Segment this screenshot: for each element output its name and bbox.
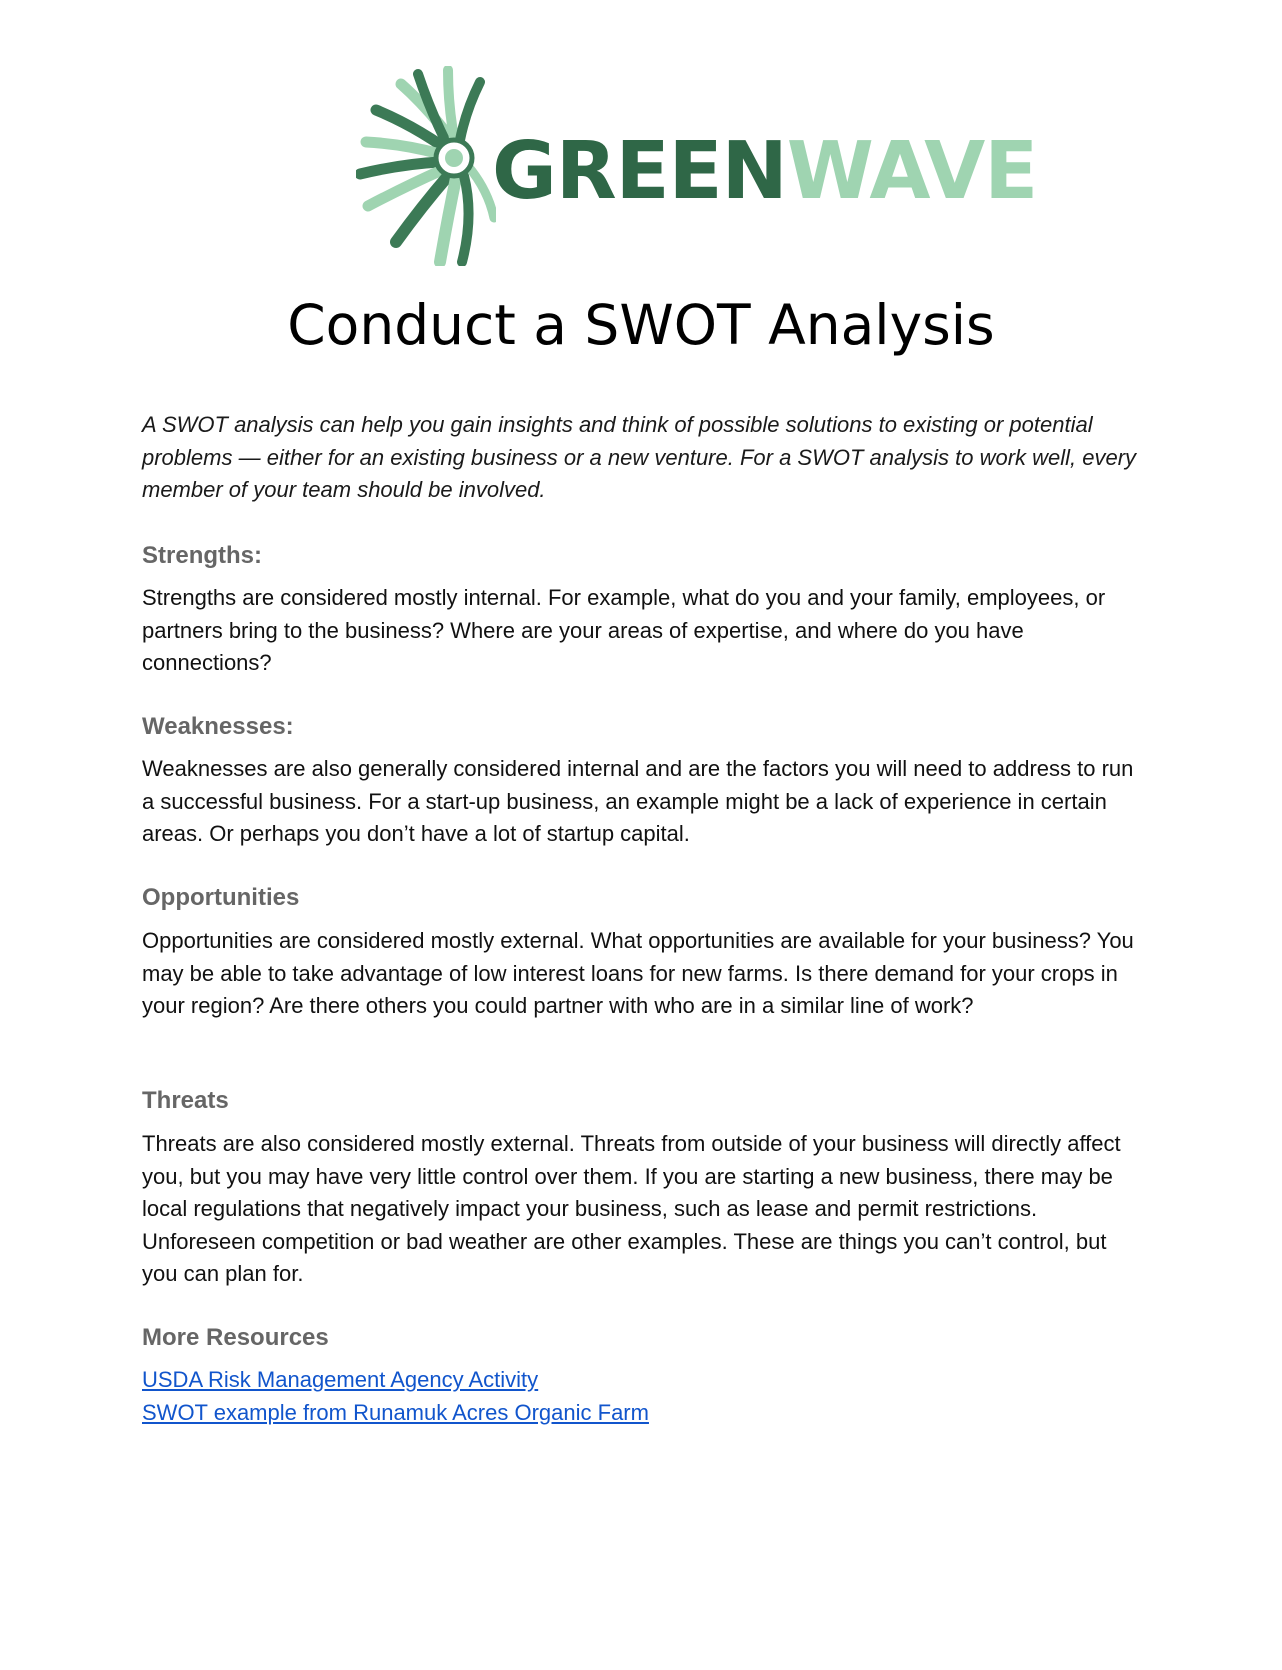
weaknesses-paragraph: Weaknesses are also generally considered internal and are the factors you will need to address to run a successful business. For a start-up business, an example might be a lack of experience in certain areas. Or perhaps you don’t have a lot of startup capital. — [142, 756, 1134, 846]
threats-heading: Threats — [142, 1087, 229, 1114]
intro-paragraph: A SWOT analysis can help you gain insights and think of possible solutions to existing or potential problems — either for an existing business or a new venture. For a SWOT analysis to work well, every member of your team should be involved. — [142, 412, 1137, 502]
swot-example-link[interactable]: SWOT example from Runamuk Acres Organic Farm — [142, 1399, 649, 1425]
opportunities-paragraph: Opportunities are considered mostly external. What opportunities are available for your business? You may be able to take advantage of low interest loans for new farms. Is there demand for your crops in your region? Are there others you could partner with who are in a similar line of work? — [142, 928, 1134, 1018]
wordmark-wave: WAVE — [786, 125, 1038, 217]
usda-risk-management-link[interactable]: USDA Risk Management Agency Activity — [142, 1367, 539, 1392]
strengths-paragraph: Strengths are considered mostly internal. For example, what do you and your family, employees, or partners bring to the business? Where are your areas of expertise, and where do you have connections? — [142, 585, 1106, 675]
threats-paragraph: Threats are also considered mostly external. Threats from outside of your business will directly affect you, but you may have very little control over them. If you are starting a new business, there may be local regulations that negatively impact your business, such as lease and permit restrictions. Unforeseen competition or bad weather are other examples. These are things you can’t control, but you can plan for. — [142, 1131, 1121, 1286]
strengths-heading: Strengths: — [142, 542, 262, 569]
resources-heading: More Resources — [142, 1324, 329, 1351]
page-title: Conduct a SWOT Analysis — [287, 293, 995, 357]
weaknesses-heading: Weaknesses: — [142, 713, 294, 740]
swirl-logo-icon — [356, 66, 496, 266]
wordmark-green: GREEN — [492, 125, 787, 217]
opportunities-heading: Opportunities — [142, 884, 300, 911]
resources-list — [142, 1364, 1142, 1429]
greenwave-wordmark — [492, 126, 1037, 216]
greenwave-logo — [356, 66, 1038, 266]
